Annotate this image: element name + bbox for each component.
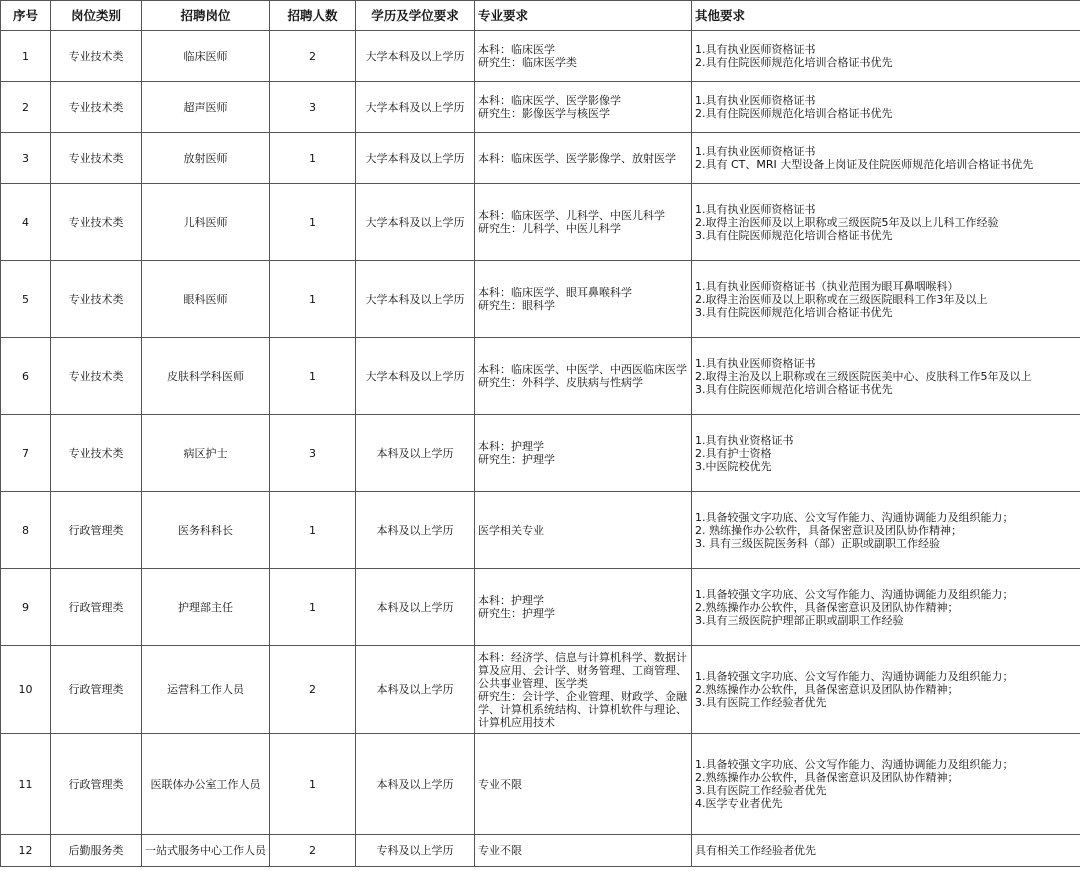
header-row (1, 1, 1080, 31)
row-number: 9 (1, 569, 51, 646)
category-cell: 专业技术类 (51, 415, 142, 492)
other-cell (692, 31, 1080, 82)
category-cell: 专业技术类 (51, 261, 142, 338)
other-line: 2.熟练操作办公软件，具备保密意识及团队协作精神； (695, 771, 959, 784)
other-line: 1.具有执业资格证书 (695, 433, 794, 447)
other-cell (692, 82, 1080, 133)
education-cell: 本科及以上学历 (356, 734, 475, 835)
row-number: 2 (1, 82, 51, 133)
major-line: 专业不限 (478, 844, 522, 857)
major-cell (475, 133, 692, 184)
position-cell: 超声医师 (142, 82, 270, 133)
other-cell (692, 492, 1080, 569)
table-row (1, 492, 1080, 569)
education-cell: 大学本科及以上学历 (356, 31, 475, 82)
table-row (1, 31, 1080, 82)
other-cell (692, 184, 1080, 261)
category-cell: 行政管理类 (51, 734, 142, 835)
education-cell: 大学本科及以上学历 (356, 82, 475, 133)
table-row (1, 133, 1080, 184)
other-line: 1.具备较强文字功底、公文写作能力、沟通协调能力及组织能力； (695, 510, 1014, 524)
other-line: 2.具有 CT、MRI 大型设备上岗证及住院医师规范化培训合格证书优先 (695, 158, 1034, 171)
major-line: 公共事业管理、医学类 (478, 676, 588, 690)
other-cell (692, 734, 1080, 835)
major-cell (475, 835, 692, 867)
other-cell (692, 415, 1080, 492)
header-count: 招聘人数 (270, 1, 356, 31)
other-cell (692, 338, 1080, 415)
other-line: 1.具备较强文字功底、公文写作能力、沟通协调能力及组织能力； (695, 670, 1014, 683)
other-cell (692, 569, 1080, 646)
education-cell: 专科及以上学历 (356, 835, 475, 867)
category-cell: 行政管理类 (51, 646, 142, 734)
table-row (1, 569, 1080, 646)
header-no: 序号 (1, 1, 51, 31)
other-cell (692, 261, 1080, 338)
major-line: 研究生：护理学 (478, 607, 555, 620)
position-cell: 病区护士 (142, 415, 270, 492)
other-line: 1.具备较强文字功底、公文写作能力、沟通协调能力及组织能力； (695, 758, 1014, 771)
other-cell (692, 133, 1080, 184)
header-other: 其他要求 (692, 1, 1080, 31)
table-row (1, 415, 1080, 492)
count-cell: 2 (270, 646, 356, 734)
row-number: 5 (1, 261, 51, 338)
count-cell: 3 (270, 82, 356, 133)
major-cell (475, 261, 692, 338)
position-cell: 临床医师 (142, 31, 270, 82)
major-cell (475, 734, 692, 835)
row-number: 10 (1, 646, 51, 734)
count-cell: 1 (270, 261, 356, 338)
count-cell: 1 (270, 734, 356, 835)
major-line: 研究生：儿科学、中医儿科学 (478, 222, 621, 235)
other-line: 2.具有住院医师规范化培训合格证书优先 (695, 107, 893, 120)
other-line: 3.具有医院工作经验者优先 (695, 784, 827, 797)
major-line: 本科：临床医学、医学影像学 (478, 94, 621, 107)
major-line: 研究生：外科学、皮肤病与性病学 (478, 376, 643, 389)
education-cell: 大学本科及以上学历 (356, 261, 475, 338)
education-cell: 大学本科及以上学历 (356, 184, 475, 261)
table-row (1, 82, 1080, 133)
major-line: 医学相关专业 (478, 523, 544, 537)
major-line: 研究生：眼科学 (478, 299, 555, 312)
major-cell (475, 646, 692, 734)
major-cell (475, 338, 692, 415)
other-line: 3.具有住院医师规范化培训合格证书优先 (695, 382, 893, 396)
table-row (1, 734, 1080, 835)
position-cell: 眼科医师 (142, 261, 270, 338)
category-cell: 专业技术类 (51, 184, 142, 261)
position-cell: 护理部主任 (142, 569, 270, 646)
count-cell: 2 (270, 31, 356, 82)
row-number: 4 (1, 184, 51, 261)
table-row (1, 261, 1080, 338)
education-cell: 本科及以上学历 (356, 415, 475, 492)
major-line: 本科：临床医学、医学影像学、放射医学 (478, 151, 676, 165)
category-cell: 行政管理类 (51, 492, 142, 569)
education-cell: 本科及以上学历 (356, 569, 475, 646)
major-line: 本科：临床医学、儿科学、中医儿科学 (478, 209, 665, 222)
other-line: 3.具有三级医院护理部正职或副职工作经验 (695, 613, 904, 627)
major-line: 本科：临床医学 (478, 43, 555, 56)
category-cell: 专业技术类 (51, 82, 142, 133)
category-cell: 后勤服务类 (51, 835, 142, 867)
major-line: 专业不限 (478, 777, 522, 791)
other-line: 1.具有执业医师资格证书 (695, 94, 816, 107)
other-line: 1.具有执业医师资格证书 (695, 356, 816, 370)
major-cell (475, 31, 692, 82)
category-cell: 专业技术类 (51, 133, 142, 184)
count-cell: 1 (270, 338, 356, 415)
other-line: 3. 具有三级医院医务科（部）正职或副职工作经验 (695, 536, 940, 550)
other-line: 1.具有执业医师资格证书 (695, 202, 816, 216)
major-line: 算及应用、会计学、财务管理、工商管理、 (478, 663, 687, 677)
other-line: 1.具有执业医师资格证书 (695, 145, 816, 158)
other-line: 2.具有护士资格 (695, 446, 772, 460)
header-position: 招聘岗位 (142, 1, 270, 31)
category-cell: 专业技术类 (51, 31, 142, 82)
table-row (1, 338, 1080, 415)
category-cell: 行政管理类 (51, 569, 142, 646)
major-cell (475, 184, 692, 261)
other-line: 2.取得主治医师及以上职称或在三级医院眼科工作3年及以上 (695, 292, 988, 306)
major-line: 本科：护理学 (478, 440, 544, 453)
other-line: 2.取得主治医师及以上职称或三级医院5年及以上儿科工作经验 (695, 215, 999, 229)
major-cell (475, 492, 692, 569)
other-line: 1.具有执业医师资格证书（执业范围为眼耳鼻咽喉科） (695, 279, 959, 293)
position-cell: 皮肤科学科医师 (142, 338, 270, 415)
major-line: 计算机应用技术 (478, 715, 555, 729)
education-cell: 大学本科及以上学历 (356, 338, 475, 415)
major-line: 本科：临床医学、眼耳鼻喉科学 (478, 286, 632, 299)
row-number: 1 (1, 31, 51, 82)
other-cell (692, 835, 1080, 867)
other-line: 3.具有住院医师规范化培训合格证书优先 (695, 305, 893, 319)
major-cell (475, 82, 692, 133)
table-body (1, 31, 1080, 867)
table-row (1, 835, 1080, 867)
count-cell: 1 (270, 133, 356, 184)
other-line: 2.熟练操作办公软件，具备保密意识及团队协作精神； (695, 683, 959, 696)
other-line: 3.中医院校优先 (695, 459, 772, 473)
position-cell: 医务科科长 (142, 492, 270, 569)
header-education: 学历及学位要求 (356, 1, 475, 31)
major-line: 本科：临床医学、中医学、中西医临床医学 (478, 363, 687, 376)
header-category: 岗位类别 (51, 1, 142, 31)
major-line: 研究生：临床医学类 (478, 56, 577, 69)
other-line: 3.具有医院工作经验者优先 (695, 696, 827, 709)
position-cell: 儿科医师 (142, 184, 270, 261)
other-line: 3.具有住院医师规范化培训合格证书优先 (695, 228, 893, 242)
count-cell: 1 (270, 569, 356, 646)
education-cell: 本科及以上学历 (356, 646, 475, 734)
category-cell: 专业技术类 (51, 338, 142, 415)
row-number: 11 (1, 734, 51, 835)
other-cell (692, 646, 1080, 734)
position-cell: 一站式服务中心工作人员 (142, 835, 270, 867)
row-number: 7 (1, 415, 51, 492)
table-row (1, 184, 1080, 261)
position-cell: 放射医师 (142, 133, 270, 184)
header-major: 专业要求 (475, 1, 692, 31)
other-line: 2.熟练操作办公软件，具备保密意识及团队协作精神； (695, 600, 959, 614)
major-line: 研究生：会计学、企业管理、财政学、金融 (478, 689, 687, 703)
other-line: 1.具有执业医师资格证书 (695, 43, 816, 56)
count-cell: 3 (270, 415, 356, 492)
other-line: 2.取得主治及以上职称或在三级医院医美中心、皮肤科工作5年及以上 (695, 369, 1032, 383)
major-cell (475, 569, 692, 646)
other-line: 2.具有住院医师规范化培训合格证书优先 (695, 56, 893, 69)
position-cell: 医联体办公室工作人员 (142, 734, 270, 835)
major-line: 学、计算机系统结构、计算机软件与理论、 (478, 702, 687, 716)
major-line: 研究生：影像医学与核医学 (478, 107, 610, 120)
other-line: 2. 熟练操作办公软件，具备保密意识及团队协作精神； (695, 523, 962, 537)
row-number: 6 (1, 338, 51, 415)
major-cell (475, 415, 692, 492)
row-number: 3 (1, 133, 51, 184)
count-cell: 1 (270, 184, 356, 261)
major-line: 研究生：护理学 (478, 453, 555, 466)
other-line: 1.具备较强文字功底、公文写作能力、沟通协调能力及组织能力； (695, 587, 1014, 601)
other-line: 具有相关工作经验者优先 (695, 844, 816, 857)
education-cell: 大学本科及以上学历 (356, 133, 475, 184)
row-number: 8 (1, 492, 51, 569)
major-line: 本科：护理学 (478, 594, 544, 607)
position-cell: 运营科工作人员 (142, 646, 270, 734)
row-number: 12 (1, 835, 51, 867)
other-line: 4.医学专业者优先 (695, 797, 783, 810)
table-row (1, 646, 1080, 734)
education-cell: 本科及以上学历 (356, 492, 475, 569)
major-line: 本科：经济学、信息与计算机科学、数据计 (478, 650, 687, 664)
count-cell: 1 (270, 492, 356, 569)
count-cell: 2 (270, 835, 356, 867)
